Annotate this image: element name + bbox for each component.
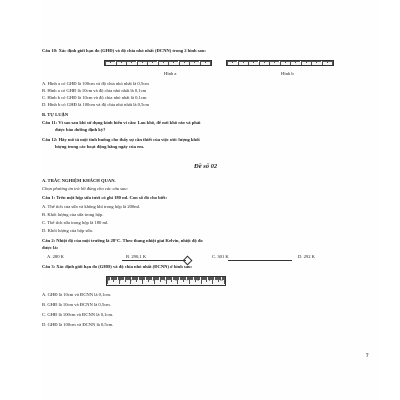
q1-option-b: B. Khối lượng của sữa trong hộp. bbox=[42, 212, 104, 217]
q2-option-c: C. 301 K bbox=[212, 254, 229, 259]
q12-line2: lượng trong các hoạt động hằng ngày của em. bbox=[55, 144, 145, 149]
ruler-label: 9 bbox=[208, 279, 211, 282]
section-a-heading: A. TRẮC NGHIỆM KHÁCH QUAN. bbox=[42, 178, 116, 183]
ruler-label: 6 bbox=[175, 279, 177, 282]
q3-title: Câu 3: Xác định giới hạn đo (GHĐ) và độ chia nhỏ nhất (ĐCNN) ở hình sau: bbox=[42, 264, 193, 269]
ornament-left-line bbox=[122, 260, 186, 261]
exam-title: Đề số 02 bbox=[194, 163, 218, 170]
workbook-page bbox=[42, 0, 379, 400]
ruler-figure-b bbox=[226, 60, 334, 66]
q1-option-c: C. Thể tích sữa trong hộp là 180 ml. bbox=[42, 220, 109, 225]
ornament-right-line bbox=[228, 260, 292, 261]
caption-a: Hình a bbox=[164, 71, 177, 76]
ruler-label: 7 bbox=[186, 279, 188, 282]
ruler-label: 2 bbox=[130, 279, 132, 282]
ruler-label: 3 bbox=[141, 279, 144, 282]
q3-option-c: C. GHĐ là 100cm và ĐCNN là 0,1cm. bbox=[42, 312, 114, 317]
q11-line2: được bảo dưỡng định kỳ? bbox=[55, 127, 106, 132]
q3-option-b: B. GHĐ là 10cm và ĐCNN là 0,5cm. bbox=[42, 302, 111, 307]
q2-title-cont: được là: bbox=[42, 245, 59, 250]
caption-b: Hình b bbox=[281, 71, 294, 76]
ruler-label: 5 bbox=[164, 279, 166, 282]
ruler-label: 1 bbox=[119, 279, 121, 282]
q10-title: Câu 10: Xác định giới hạn đo (GHĐ) và độ chia nhỏ nhất (ĐCNN) trong 2 hình sau: bbox=[42, 48, 206, 53]
q1-option-a: A. Thể tích của sữa và không khí trong hộp là 200ml. bbox=[42, 204, 141, 209]
q2-option-a: A. 280 K bbox=[47, 254, 64, 259]
q2-title: Câu 2: Nhiệt độ của một trường là 28°C. Theo thang nhiệt giai Kelvin, nhiệt độ đo bbox=[42, 238, 203, 243]
q1-title: Câu 1: Trên một hộp sữa tươi có ghi 180 ml. Con số đó cho biết: bbox=[42, 195, 168, 200]
q10-option-a: A. Hình a có GHĐ là 100cm và độ chia nhỏ nhất là 0,5cm bbox=[42, 81, 149, 86]
q12-line1: Câu 12: Hãy mô tả một tình huống cho thấy sự cần thiết của việc ước lượng khối bbox=[42, 137, 200, 142]
ruler-label: 0 bbox=[108, 279, 110, 282]
page-number: 7 bbox=[366, 354, 369, 359]
q1-option-d: D. Khối lượng của hộp sữa. bbox=[42, 228, 93, 233]
ruler-figure-a bbox=[104, 60, 212, 66]
section-a-instruction: Chọn phương án trả lời đúng cho các câu sau: bbox=[42, 186, 129, 191]
q10-option-d: D. Hình b có GHĐ là 100cm và độ chia nhỏ nhất là 0,5cm bbox=[42, 102, 150, 107]
q2-option-d: D. 292 K bbox=[298, 254, 315, 259]
q3-option-d: D. GHĐ là 100cm và ĐCNN là 0,5cm. bbox=[42, 322, 114, 327]
ruler-figure-q3 bbox=[106, 276, 226, 286]
q10-option-b: B. Hình a có GHĐ là 10cm và độ chia nhỏ nhất là 0,1cm bbox=[42, 88, 147, 93]
q11-line1: Câu 11: Vì sao sau khi sử dụng kính hiển vi cần: Lau khô, để nơi khô ráo và phải bbox=[42, 120, 201, 125]
q3-option-a: A. GHĐ là 10cm và ĐCNN là 0,1cm. bbox=[42, 292, 112, 297]
q2-option-b: B. 290,1 K bbox=[126, 254, 147, 259]
ruler-label: 4 bbox=[152, 279, 155, 282]
ruler-label: 10 bbox=[220, 279, 223, 282]
ruler-label: 8 bbox=[197, 279, 200, 282]
section-b-heading: B. TỰ LUẬN bbox=[42, 112, 69, 117]
q10-option-c: C. Hình b có GHĐ là 10cm và độ chia nhỏ nhất là 0,1cm bbox=[42, 95, 147, 100]
